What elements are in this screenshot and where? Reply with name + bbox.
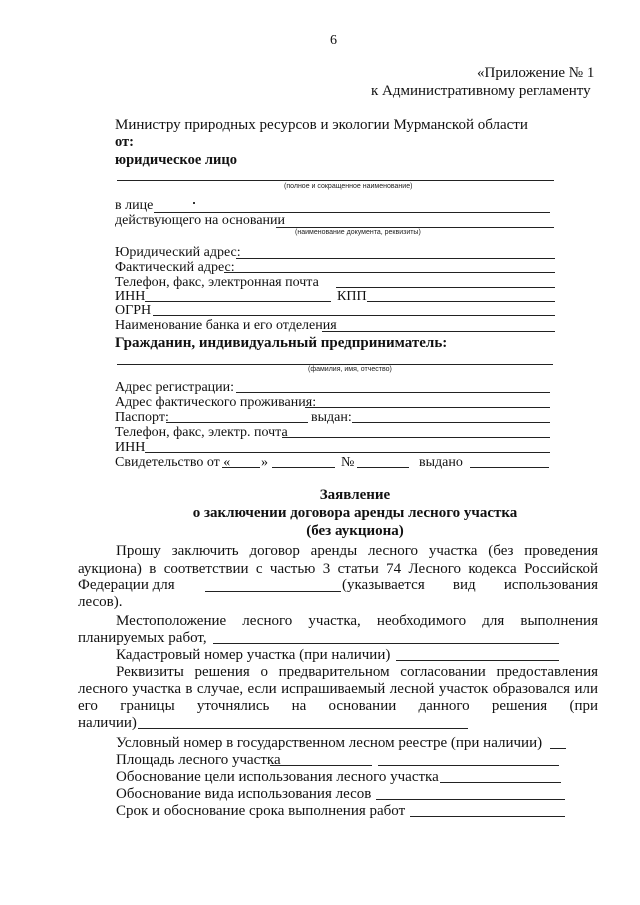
p4-line1: Реквизиты решения о предварительном согласовании предоставления (116, 664, 598, 680)
citizen-inn-label: ИНН (115, 440, 146, 455)
citizen-fio-caption: (фамилия, имя, отчество) (308, 366, 392, 373)
cadastral-label: Кадастровый номер участка (при наличии) (116, 647, 391, 663)
certificate-issued-label: выдано (419, 455, 463, 470)
stray-mark (193, 202, 195, 204)
legal-ogrn-label: ОГРН (115, 303, 152, 318)
addressee-to: Министру природных ресурсов и экологии Мурманской области (115, 117, 528, 133)
acting-basis-field[interactable] (276, 227, 554, 228)
location-field[interactable] (213, 643, 559, 644)
actual-residence-label: Адрес фактического проживания: (115, 395, 317, 410)
actual-address-field[interactable] (224, 272, 555, 273)
use-type-field[interactable] (376, 799, 565, 800)
forest-use-type-field[interactable] (205, 591, 341, 592)
certificate-issued-field[interactable] (470, 467, 549, 468)
p2-line2: планируемых работ, (78, 630, 207, 646)
p1-line3-start: Федерации для (78, 577, 175, 593)
registry-number-field[interactable] (550, 748, 566, 749)
legal-address-field[interactable] (236, 258, 555, 259)
p1-line2: аукциона) в соответствии с частью 3 статьи 74 Лесного кодекса Российской (78, 561, 598, 577)
citizen-phone-field[interactable] (282, 437, 550, 438)
legal-name-field[interactable] (117, 180, 554, 181)
citizen-phone-label: Телефон, факс, электр. почта (115, 425, 288, 440)
legal-entity-heading: юридическое лицо (115, 152, 237, 168)
statement-subject: о заключении договора аренды лесного участка (192, 505, 518, 521)
certificate-label: Свидетельство от « (115, 455, 231, 470)
reg-address-field[interactable] (236, 392, 550, 393)
legal-inn-label: ИНН (115, 289, 146, 304)
legal-name-caption: (полное и сокращенное наименование) (284, 183, 413, 190)
legal-address-label: Юридический адрес: (115, 245, 241, 260)
statement-title: Заявление (319, 487, 391, 503)
actual-residence-field[interactable] (305, 407, 550, 408)
citizen-inn-field[interactable] (145, 452, 550, 453)
use-type-label: Обоснование вида использования лесов (116, 786, 372, 802)
certificate-day-field[interactable] (222, 467, 260, 468)
citizen-heading: Гражданин, индивидуальный предприниматель: (115, 335, 448, 351)
p1-line3-end: (указывается вид использования (342, 577, 598, 593)
legal-kpp-field[interactable] (367, 301, 555, 302)
certificate-quote-close: » (261, 455, 268, 470)
p1-line1: Прошу заключить договор аренды лесного участка (без проведения (116, 543, 598, 559)
certificate-month-field[interactable] (272, 467, 335, 468)
cadastral-field[interactable] (396, 660, 559, 661)
reg-address-label: Адрес регистрации: (115, 380, 235, 395)
p4-line2: лесного участка в случае, если испрашиваемый лесной участок образовался или (78, 681, 598, 697)
citizen-fio-field[interactable] (117, 364, 553, 365)
purpose-label: Обоснование цели использования лесного участка (116, 769, 439, 785)
appendix-subtitle: к Административному регламенту (371, 83, 591, 99)
actual-address-label: Фактический адрес: (115, 260, 235, 275)
area-value-field[interactable] (270, 765, 372, 766)
passport-issued-field[interactable] (352, 422, 550, 423)
decision-details-field[interactable] (138, 728, 468, 729)
area-label: Площадь лесного участка (116, 752, 281, 768)
registry-number-label: Условный номер в государственном лесном реестре (при наличии) (116, 735, 543, 751)
legal-kpp-label: КПП (337, 289, 367, 304)
term-label: Срок и обоснование срока выполнения работ (116, 803, 406, 819)
purpose-field[interactable] (440, 782, 561, 783)
legal-ogrn-field[interactable] (153, 315, 555, 316)
term-field[interactable] (410, 816, 565, 817)
legal-phone-label: Телефон, факс, электронная почта (115, 275, 319, 290)
passport-label: Паспорт: (115, 410, 169, 425)
legal-inn-field[interactable] (145, 301, 331, 302)
acting-basis-label: действующего на основании (115, 213, 286, 228)
certificate-number-label: № (341, 455, 355, 470)
legal-phone-field[interactable] (336, 287, 555, 288)
p1-line4: лесов). (78, 594, 123, 610)
certificate-number-field[interactable] (357, 467, 409, 468)
appendix-title: «Приложение № 1 (477, 65, 595, 81)
p4-line3: его границы уточнялись на основании данного решения (при (78, 698, 598, 714)
acting-basis-caption: (наименование документа, реквизиты) (295, 229, 421, 236)
bank-field[interactable] (322, 331, 555, 332)
passport-field[interactable] (166, 422, 308, 423)
p4-line4: наличии) (78, 715, 137, 731)
passport-issued-label: выдан: (311, 410, 352, 425)
area-unit-field[interactable] (378, 765, 559, 766)
p2-line1: Местоположение лесного участка, необходимого для выполнения (116, 613, 598, 629)
bank-label: Наименование банка и его отделения (115, 318, 337, 333)
page-number: 6 (330, 33, 337, 48)
addressee-from: от: (115, 134, 135, 150)
statement-note: (без аукциона) (306, 523, 404, 539)
in-person-label: в лице (115, 198, 154, 213)
